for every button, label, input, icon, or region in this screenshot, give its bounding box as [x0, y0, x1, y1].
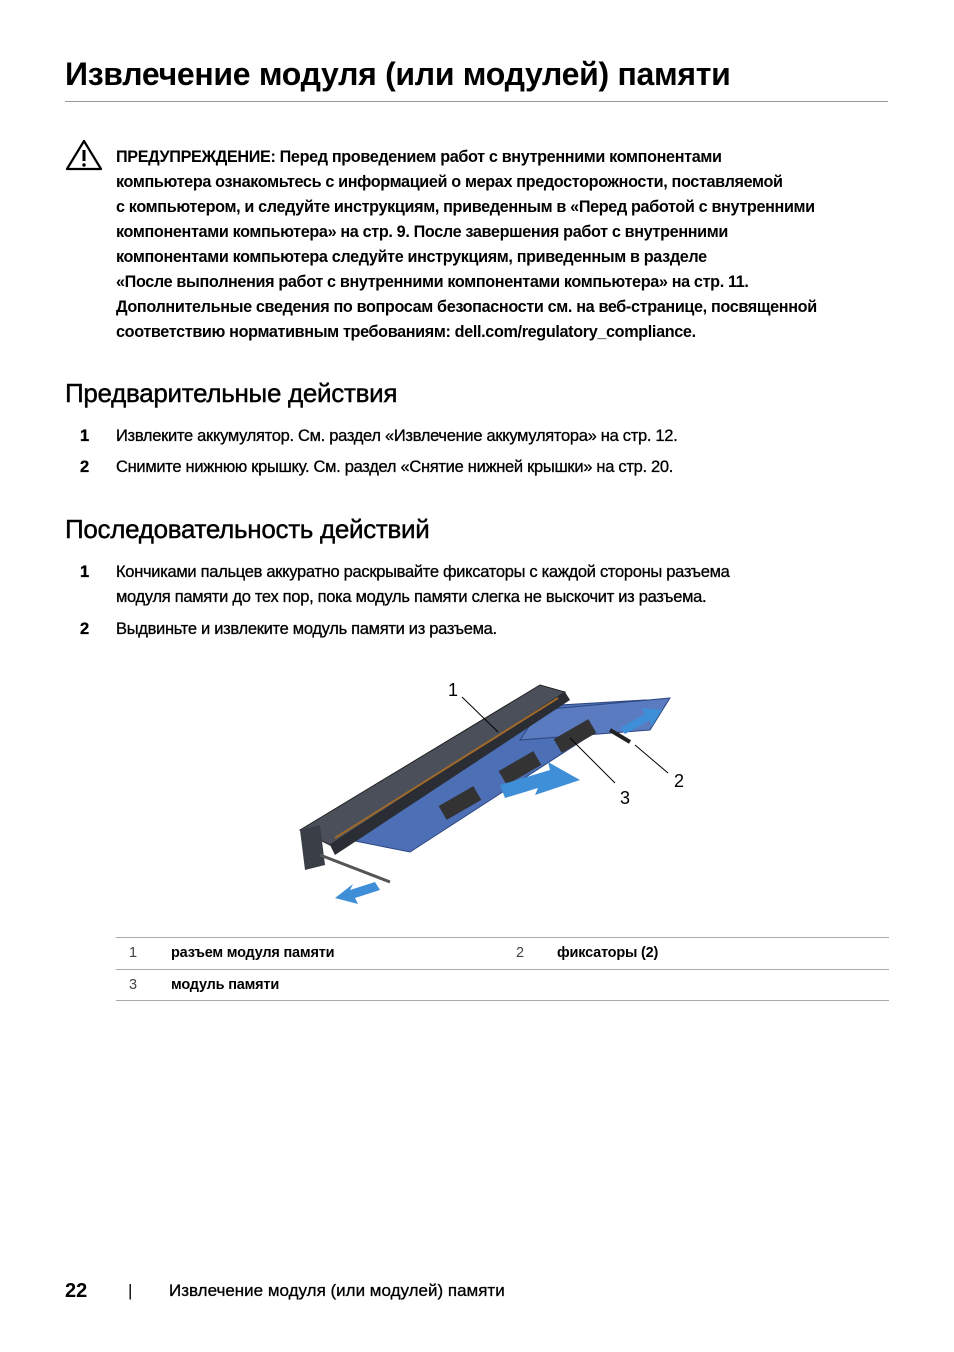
warning-line: с компьютером, и следуйте инструкциям, приведенным в «Перед работой с внутренними	[116, 198, 815, 216]
warning-text	[116, 145, 817, 345]
step-number: 1	[80, 427, 89, 445]
figure-legend	[116, 937, 889, 1001]
page-title: Извлечение модуля (или модулей) памяти	[65, 56, 731, 92]
memory-module-illustration	[290, 670, 710, 920]
warning-line: «После выполнения работ с внутренними компонентами компьютера» на стр. 11.	[116, 273, 749, 291]
footer-separator: |	[128, 1281, 133, 1300]
legend-label: фиксаторы (2)	[557, 945, 659, 961]
footer-title: Извлечение модуля (или модулей) памяти	[169, 1281, 505, 1300]
step-text: Выдвиньте и извлеките модуль памяти из разъема.	[116, 620, 497, 638]
step-number: 2	[80, 458, 89, 476]
warning-line: компонентами компьютера следуйте инструкциям, приведенным в разделе	[116, 248, 707, 266]
latch-arrow	[335, 882, 380, 904]
legend-row	[116, 937, 889, 969]
step-text: Снимите нижнюю крышку. См. раздел «Снятие нижней крышки» на стр. 20.	[116, 458, 674, 476]
warning-line: компьютера ознакомьтесь с информацией о мерах предосторожности, поставляемой	[116, 173, 783, 191]
page-number: 22	[65, 1280, 88, 1302]
callout-3: 3	[620, 788, 631, 808]
prereq-heading: Предварительные действия	[65, 378, 398, 408]
warning-line: ПРЕДУПРЕЖДЕНИЕ: Перед проведением работ с внутренними компонентами	[116, 148, 722, 166]
warning-line: Дополнительные сведения по вопросам безопасности см. на веб-странице, посвященной	[116, 298, 817, 316]
legend-number: 1	[129, 945, 138, 961]
step-text: модуля памяти до тех пор, пока модуль памяти слегка не выскочит из разъема.	[116, 588, 707, 606]
legend-number: 3	[129, 977, 138, 993]
callout-2: 2	[674, 771, 685, 791]
step-text: Извлеките аккумулятор. См. раздел «Извлечение аккумулятора» на стр. 12.	[116, 427, 678, 445]
step-text: Кончиками пальцев аккуратно раскрывайте фиксаторы с каждой стороны разъема	[116, 563, 730, 581]
title-divider	[65, 101, 888, 102]
legend-label: модуль памяти	[171, 977, 280, 993]
legend-label: разъем модуля памяти	[171, 945, 335, 961]
step-number: 2	[80, 620, 89, 638]
procedure-heading: Последовательность действий	[65, 514, 430, 544]
warning-line: компонентами компьютера» на стр. 9. После завершения работ с внутренними	[116, 223, 728, 241]
legend-number: 2	[516, 945, 525, 961]
warning-line: соответствию нормативным требованиям: dell.com/regulatory_compliance.	[116, 323, 696, 341]
warning-triangle-icon	[65, 139, 103, 171]
step-number: 1	[80, 563, 89, 581]
legend-row	[116, 969, 889, 1001]
callout-1: 1	[448, 680, 459, 700]
